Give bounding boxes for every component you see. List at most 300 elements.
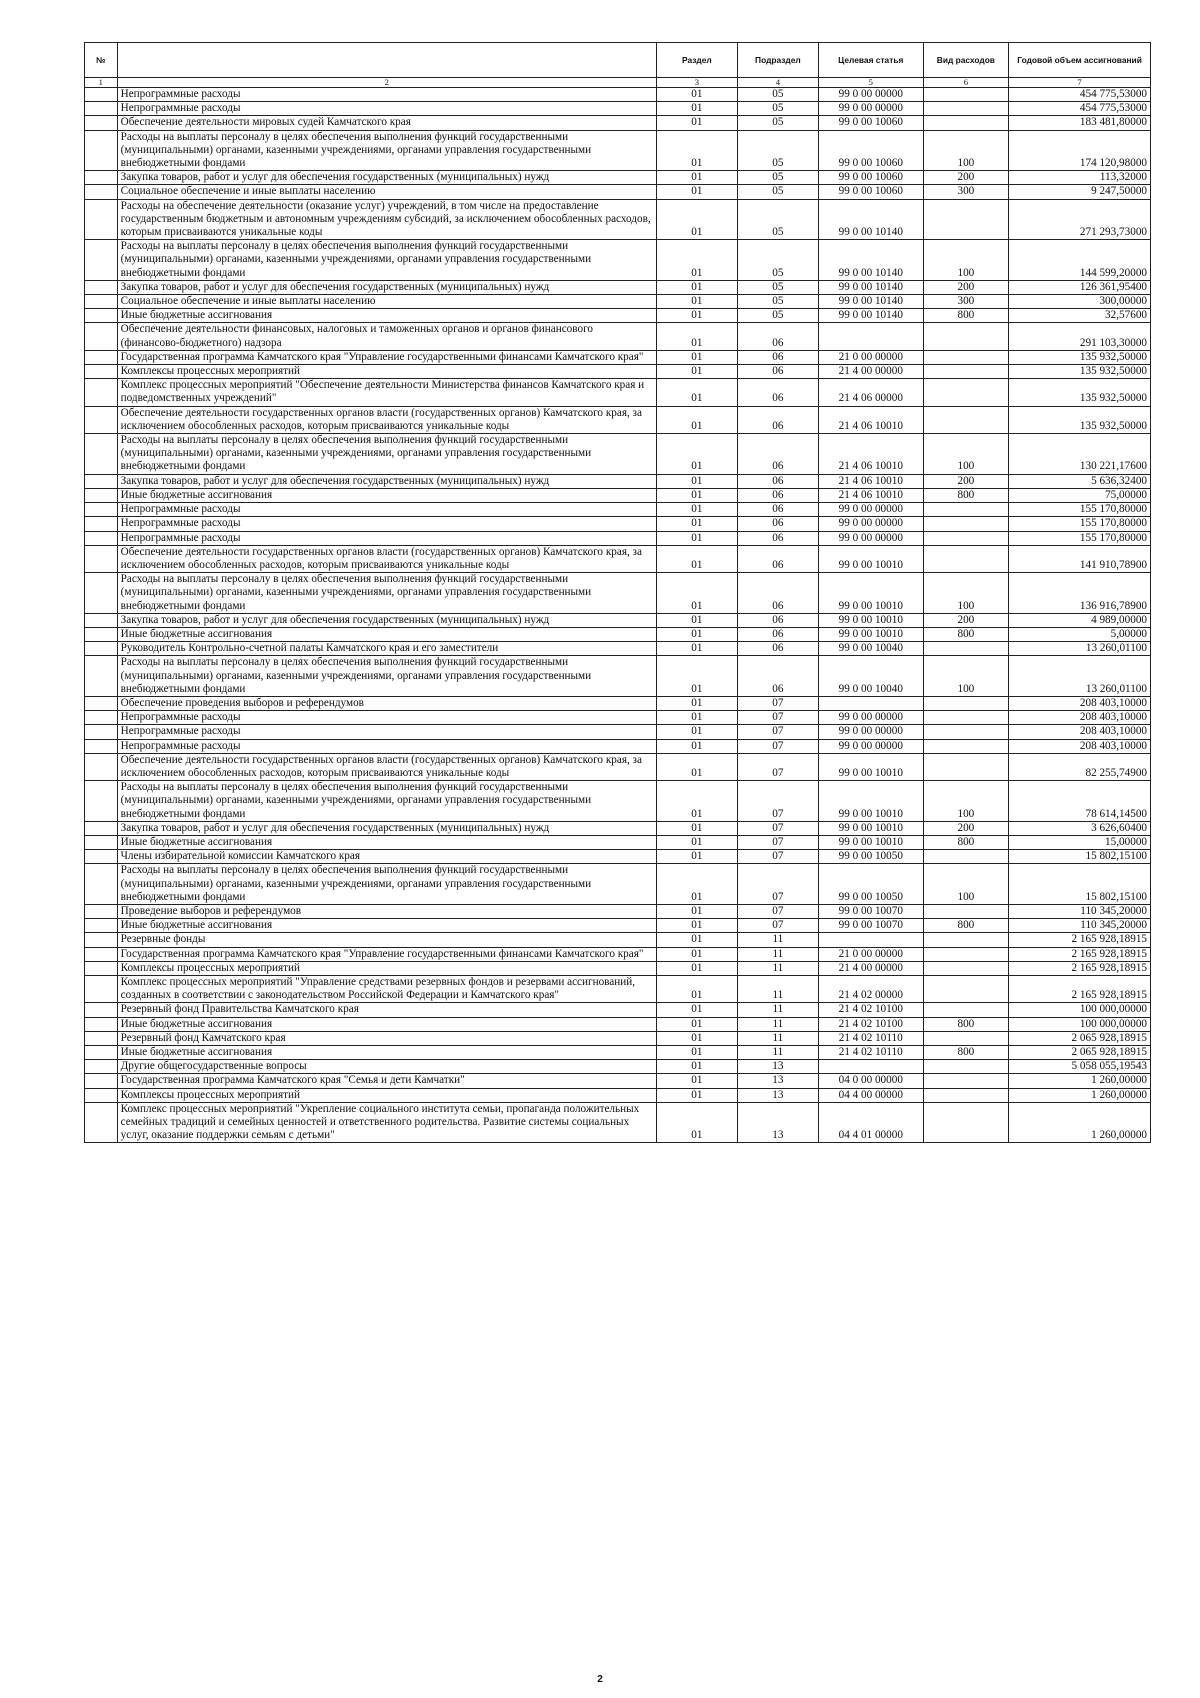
row-podrazdel: 13 (737, 1074, 818, 1088)
row-podrazdel: 05 (737, 130, 818, 171)
row-expense-type (923, 850, 1009, 864)
row-podrazdel: 05 (737, 309, 818, 323)
row-name: Обеспечение деятельности государственных органов власти (государственных органов) Камчатского края, за исключением обособленных расходов, которым присваиваются уникальные коды (117, 753, 656, 780)
page-number: 2 (597, 1674, 603, 1685)
row-podrazdel: 13 (737, 1088, 818, 1102)
table-row (85, 961, 1151, 975)
row-amount: 3 626,60400 (1009, 821, 1151, 835)
row-target-article: 99 0 00 10140 (818, 199, 923, 240)
row-target-article: 99 0 00 00000 (818, 102, 923, 116)
row-expense-type: 100 (923, 434, 1009, 475)
row-podrazdel: 07 (737, 725, 818, 739)
row-amount: 78 614,14500 (1009, 781, 1151, 822)
row-podrazdel: 05 (737, 88, 818, 102)
row-target-article: 99 0 00 00000 (818, 739, 923, 753)
row-expense-type: 800 (923, 488, 1009, 502)
row-target-article: 99 0 00 10060 (818, 171, 923, 185)
row-name: Расходы на выплаты персоналу в целях обеспечения выполнения функций государственными (муниципальными) органами, казенными учреждениями, органами управления государственными внебюджетными фондами (117, 434, 656, 475)
table-row (85, 379, 1151, 406)
row-number-cell (85, 102, 118, 116)
table-row (85, 116, 1151, 130)
row-amount: 15 802,15100 (1009, 864, 1151, 905)
row-number-cell (85, 613, 118, 627)
table-row (85, 904, 1151, 918)
row-expense-type: 800 (923, 1046, 1009, 1060)
row-number-cell (85, 1017, 118, 1031)
table-row (85, 821, 1151, 835)
row-name: Комплексы процессных мероприятий (117, 961, 656, 975)
row-amount: 300,00000 (1009, 295, 1151, 309)
row-name: Иные бюджетные ассигнования (117, 309, 656, 323)
row-expense-type: 200 (923, 821, 1009, 835)
row-podrazdel: 11 (737, 1003, 818, 1017)
row-expense-type (923, 711, 1009, 725)
row-razdel: 01 (656, 488, 737, 502)
row-number-cell (85, 406, 118, 433)
row-amount: 208 403,10000 (1009, 725, 1151, 739)
row-expense-type (923, 1031, 1009, 1045)
table-row (85, 1102, 1151, 1143)
row-razdel: 01 (656, 933, 737, 947)
row-name: Непрограммные расходы (117, 739, 656, 753)
row-target-article (818, 933, 923, 947)
row-target-article: 21 4 06 10010 (818, 434, 923, 475)
row-target-article: 99 0 00 10010 (818, 821, 923, 835)
row-number-cell (85, 116, 118, 130)
row-amount: 1 260,00000 (1009, 1102, 1151, 1143)
row-expense-type (923, 696, 1009, 710)
row-name: Руководитель Контрольно-счетной палаты Камчатского края и его заместители (117, 642, 656, 656)
row-number-cell (85, 821, 118, 835)
row-name: Государственная программа Камчатского края "Семья и дети Камчатки" (117, 1074, 656, 1088)
table-row (85, 725, 1151, 739)
row-number-cell (85, 781, 118, 822)
row-number-cell (85, 933, 118, 947)
row-razdel: 01 (656, 573, 737, 614)
row-amount: 291 103,30000 (1009, 323, 1151, 350)
row-podrazdel: 06 (737, 434, 818, 475)
column-number: 4 (737, 78, 818, 88)
row-expense-type (923, 102, 1009, 116)
table-row (85, 573, 1151, 614)
table-row (85, 642, 1151, 656)
row-number-cell (85, 199, 118, 240)
row-podrazdel: 06 (737, 573, 818, 614)
row-target-article: 99 0 00 00000 (818, 531, 923, 545)
row-target-article: 99 0 00 10060 (818, 116, 923, 130)
row-amount: 13 260,01100 (1009, 656, 1151, 697)
row-name: Закупка товаров, работ и услуг для обеспечения государственных (муниципальных) нужд (117, 280, 656, 294)
row-expense-type (923, 517, 1009, 531)
row-name: Закупка товаров, работ и услуг для обеспечения государственных (муниципальных) нужд (117, 171, 656, 185)
row-name: Иные бюджетные ассигнования (117, 1017, 656, 1031)
row-razdel: 01 (656, 739, 737, 753)
row-name: Государственная программа Камчатского края "Управление государственными финансами Камчатского края" (117, 350, 656, 364)
row-number-cell (85, 365, 118, 379)
row-podrazdel: 07 (737, 904, 818, 918)
row-expense-type (923, 1102, 1009, 1143)
row-razdel: 01 (656, 185, 737, 199)
row-name: Комплексы процессных мероприятий (117, 1088, 656, 1102)
table-row (85, 102, 1151, 116)
row-expense-type: 100 (923, 573, 1009, 614)
row-number-cell (85, 627, 118, 641)
row-number-cell (85, 976, 118, 1003)
row-podrazdel: 11 (737, 1046, 818, 1060)
row-podrazdel: 05 (737, 171, 818, 185)
row-number-cell (85, 947, 118, 961)
row-podrazdel: 06 (737, 406, 818, 433)
row-expense-type (923, 365, 1009, 379)
row-expense-type: 100 (923, 240, 1009, 281)
row-name: Непрограммные расходы (117, 88, 656, 102)
row-amount: 5 636,32400 (1009, 474, 1151, 488)
row-target-article: 21 0 00 00000 (818, 350, 923, 364)
column-number: 1 (85, 78, 118, 88)
row-target-article: 04 4 00 00000 (818, 1088, 923, 1102)
row-expense-type: 100 (923, 781, 1009, 822)
row-razdel: 01 (656, 365, 737, 379)
row-name: Расходы на обеспечение деятельности (оказание услуг) учреждений, в том числе на предоставление государственным бюджетным и автономным учреждениям субсидий, за исключением обособленных расходов, которым присваиваются уникальные коды (117, 199, 656, 240)
row-expense-type (923, 642, 1009, 656)
row-expense-type: 800 (923, 627, 1009, 641)
row-number-cell (85, 642, 118, 656)
row-target-article: 04 4 01 00000 (818, 1102, 923, 1143)
row-number-cell (85, 1074, 118, 1088)
row-target-article: 99 0 00 10010 (818, 835, 923, 849)
table-row (85, 696, 1151, 710)
row-expense-type (923, 406, 1009, 433)
row-podrazdel: 07 (737, 696, 818, 710)
row-expense-type: 300 (923, 295, 1009, 309)
row-amount: 1 260,00000 (1009, 1074, 1151, 1088)
row-expense-type (923, 116, 1009, 130)
table-row (85, 864, 1151, 905)
row-name: Обеспечение проведения выборов и референдумов (117, 696, 656, 710)
row-number-cell (85, 88, 118, 102)
column-number: 5 (818, 78, 923, 88)
row-target-article: 99 0 00 10050 (818, 850, 923, 864)
row-number-cell (85, 379, 118, 406)
row-name: Расходы на выплаты персоналу в целях обеспечения выполнения функций государственными (муниципальными) органами, казенными учреждениями, органами управления государственными внебюджетными фондами (117, 656, 656, 697)
table-row (85, 295, 1151, 309)
row-podrazdel: 11 (737, 1017, 818, 1031)
row-razdel: 01 (656, 379, 737, 406)
row-razdel: 01 (656, 116, 737, 130)
table-row (85, 1074, 1151, 1088)
row-amount: 271 293,73000 (1009, 199, 1151, 240)
row-target-article: 21 4 06 00000 (818, 379, 923, 406)
table-row (85, 199, 1151, 240)
table-row (85, 185, 1151, 199)
row-razdel: 01 (656, 864, 737, 905)
row-target-article: 99 0 00 10060 (818, 185, 923, 199)
row-name: Социальное обеспечение и иные выплаты населению (117, 295, 656, 309)
row-expense-type: 100 (923, 130, 1009, 171)
row-number-cell (85, 711, 118, 725)
row-podrazdel: 07 (737, 781, 818, 822)
row-podrazdel: 07 (737, 821, 818, 835)
row-podrazdel: 11 (737, 1031, 818, 1045)
row-number-cell (85, 850, 118, 864)
row-razdel: 01 (656, 503, 737, 517)
row-expense-type: 100 (923, 864, 1009, 905)
row-amount: 113,32000 (1009, 171, 1151, 185)
row-podrazdel: 06 (737, 379, 818, 406)
row-amount: 454 775,53000 (1009, 102, 1151, 116)
table-row (85, 309, 1151, 323)
row-target-article: 21 4 02 10100 (818, 1017, 923, 1031)
column-number-row (85, 78, 1151, 88)
row-name: Резервный фонд Правительства Камчатского края (117, 1003, 656, 1017)
row-expense-type: 200 (923, 280, 1009, 294)
row-number-cell (85, 753, 118, 780)
table-row (85, 1017, 1151, 1031)
row-number-cell (85, 725, 118, 739)
row-number-cell (85, 919, 118, 933)
row-razdel: 01 (656, 613, 737, 627)
row-number-cell (85, 295, 118, 309)
row-name: Расходы на выплаты персоналу в целях обеспечения выполнения функций государственными (муниципальными) органами, казенными учреждениями, органами управления государственными внебюджетными фондами (117, 864, 656, 905)
row-name: Расходы на выплаты персоналу в целях обеспечения выполнения функций государственными (муниципальными) органами, казенными учреждениями, органами управления государственными внебюджетными фондами (117, 240, 656, 281)
table-row (85, 406, 1151, 433)
row-number-cell (85, 350, 118, 364)
table-row (85, 130, 1151, 171)
row-razdel: 01 (656, 350, 737, 364)
row-name: Другие общегосударственные вопросы (117, 1060, 656, 1074)
row-target-article (818, 696, 923, 710)
row-name: Иные бюджетные ассигнования (117, 919, 656, 933)
table-row (85, 1003, 1151, 1017)
row-expense-type (923, 933, 1009, 947)
row-target-article: 99 0 00 10140 (818, 240, 923, 281)
row-podrazdel: 05 (737, 102, 818, 116)
row-target-article: 21 4 00 00000 (818, 365, 923, 379)
row-target-article: 99 0 00 10050 (818, 864, 923, 905)
row-amount: 5,00000 (1009, 627, 1151, 641)
row-amount: 4 989,00000 (1009, 613, 1151, 627)
row-amount: 135 932,50000 (1009, 379, 1151, 406)
row-name: Комплекс процессных мероприятий "Управление средствами резервных фондов и резервами ассигнований, созданных в соответствии с законодательством Российской Федерации и Камчатского края" (117, 976, 656, 1003)
row-name: Резервные фонды (117, 933, 656, 947)
row-podrazdel: 05 (737, 295, 818, 309)
row-razdel: 01 (656, 102, 737, 116)
row-number-cell (85, 1060, 118, 1074)
row-razdel: 01 (656, 711, 737, 725)
row-target-article (818, 323, 923, 350)
table-row (85, 280, 1151, 294)
row-podrazdel: 06 (737, 545, 818, 572)
row-podrazdel: 11 (737, 976, 818, 1003)
row-expense-type (923, 1074, 1009, 1088)
row-amount: 155 170,80000 (1009, 517, 1151, 531)
row-podrazdel: 07 (737, 919, 818, 933)
row-number-cell (85, 835, 118, 849)
table-row (85, 365, 1151, 379)
row-amount: 100 000,00000 (1009, 1017, 1151, 1031)
table-body (85, 88, 1151, 1143)
row-razdel: 01 (656, 904, 737, 918)
row-amount: 135 932,50000 (1009, 406, 1151, 433)
table-row (85, 976, 1151, 1003)
row-target-article: 99 0 00 10070 (818, 919, 923, 933)
row-target-article: 99 0 00 10010 (818, 781, 923, 822)
row-target-article: 21 4 02 10100 (818, 1003, 923, 1017)
row-amount: 126 361,95400 (1009, 280, 1151, 294)
row-amount: 32,57600 (1009, 309, 1151, 323)
row-amount: 136 916,78900 (1009, 573, 1151, 614)
row-amount: 155 170,80000 (1009, 503, 1151, 517)
row-target-article: 04 0 00 00000 (818, 1074, 923, 1088)
row-number-cell (85, 517, 118, 531)
row-podrazdel: 07 (737, 864, 818, 905)
header-annual-volume: Годовой объем ассигнований (1009, 43, 1151, 78)
row-podrazdel: 06 (737, 627, 818, 641)
row-target-article: 99 0 00 10140 (818, 295, 923, 309)
row-number-cell (85, 309, 118, 323)
row-name: Обеспечение деятельности мировых судей Камчатского края (117, 116, 656, 130)
row-expense-type: 200 (923, 474, 1009, 488)
row-name: Проведение выборов и референдумов (117, 904, 656, 918)
row-expense-type: 200 (923, 171, 1009, 185)
row-amount: 208 403,10000 (1009, 739, 1151, 753)
table-row (85, 739, 1151, 753)
row-name: Непрограммные расходы (117, 711, 656, 725)
row-razdel: 01 (656, 517, 737, 531)
row-podrazdel: 11 (737, 961, 818, 975)
table-row (85, 656, 1151, 697)
row-expense-type (923, 904, 1009, 918)
table-row (85, 240, 1151, 281)
row-number-cell (85, 531, 118, 545)
row-expense-type (923, 976, 1009, 1003)
table-row (85, 919, 1151, 933)
row-razdel: 01 (656, 474, 737, 488)
row-expense-type: 300 (923, 185, 1009, 199)
budget-document (84, 42, 1151, 1143)
row-name: Непрограммные расходы (117, 531, 656, 545)
row-number-cell (85, 474, 118, 488)
row-number-cell (85, 545, 118, 572)
header-target-article: Целевая статья (818, 43, 923, 78)
row-razdel: 01 (656, 696, 737, 710)
row-amount: 208 403,10000 (1009, 711, 1151, 725)
row-expense-type (923, 545, 1009, 572)
table-header-row (85, 43, 1151, 78)
row-razdel: 01 (656, 531, 737, 545)
row-target-article: 21 4 06 10010 (818, 488, 923, 502)
row-razdel: 01 (656, 1003, 737, 1017)
row-number-cell (85, 171, 118, 185)
row-expense-type (923, 1060, 1009, 1074)
row-target-article: 99 0 00 10140 (818, 309, 923, 323)
row-amount: 2 165 928,18915 (1009, 933, 1151, 947)
row-expense-type (923, 323, 1009, 350)
table-row (85, 1031, 1151, 1045)
row-razdel: 01 (656, 240, 737, 281)
row-target-article: 99 0 00 10070 (818, 904, 923, 918)
row-name: Резервный фонд Камчатского края (117, 1031, 656, 1045)
row-podrazdel: 05 (737, 280, 818, 294)
row-number-cell (85, 323, 118, 350)
row-razdel: 01 (656, 961, 737, 975)
row-number-cell (85, 573, 118, 614)
row-target-article: 99 0 00 10010 (818, 573, 923, 614)
row-target-article (818, 1060, 923, 1074)
row-name: Иные бюджетные ассигнования (117, 1046, 656, 1060)
row-name: Расходы на выплаты персоналу в целях обеспечения выполнения функций государственными (муниципальными) органами, казенными учреждениями, органами управления государственными внебюджетными фондами (117, 781, 656, 822)
row-expense-type (923, 350, 1009, 364)
row-podrazdel: 06 (737, 323, 818, 350)
row-razdel: 01 (656, 1060, 737, 1074)
row-razdel: 01 (656, 1017, 737, 1031)
row-razdel: 01 (656, 835, 737, 849)
row-razdel: 01 (656, 1102, 737, 1143)
column-number: 3 (656, 78, 737, 88)
row-name: Расходы на выплаты персоналу в целях обеспечения выполнения функций государственными (муниципальными) органами, казенными учреждениями, органами управления государственными внебюджетными фондами (117, 573, 656, 614)
row-number-cell (85, 503, 118, 517)
row-number-cell (85, 488, 118, 502)
row-podrazdel: 13 (737, 1102, 818, 1143)
row-name: Иные бюджетные ассигнования (117, 627, 656, 641)
row-name: Непрограммные расходы (117, 102, 656, 116)
row-razdel: 01 (656, 1074, 737, 1088)
row-name: Обеспечение деятельности государственных органов власти (государственных органов) Камчатского края, за исключением обособленных расходов, которым присваиваются уникальные коды (117, 406, 656, 433)
row-razdel: 01 (656, 1031, 737, 1045)
row-number-cell (85, 864, 118, 905)
row-amount: 155 170,80000 (1009, 531, 1151, 545)
header-podrazdel: Подраздел (737, 43, 818, 78)
row-amount: 183 481,80000 (1009, 116, 1151, 130)
row-name: Обеспечение деятельности финансовых, налоговых и таможенных органов и органов финансового (финансово-бюджетного) надзора (117, 323, 656, 350)
row-target-article: 99 0 00 00000 (818, 517, 923, 531)
row-name: Закупка товаров, работ и услуг для обеспечения государственных (муниципальных) нужд (117, 474, 656, 488)
row-expense-type (923, 199, 1009, 240)
row-amount: 110 345,20000 (1009, 919, 1151, 933)
row-razdel: 01 (656, 309, 737, 323)
row-expense-type (923, 1088, 1009, 1102)
row-number-cell (85, 961, 118, 975)
row-razdel: 01 (656, 434, 737, 475)
row-name: Комплекс процессных мероприятий "Укрепление социального института семьи, пропаганда положительных семейных традиций и семейных ценностей и ответственного родительства. Развитие системы социальных услуг, оказание поддержки семьям с детьми" (117, 1102, 656, 1143)
row-podrazdel: 07 (737, 711, 818, 725)
table-row (85, 545, 1151, 572)
table-row (85, 474, 1151, 488)
table-row (85, 850, 1151, 864)
row-amount: 1 260,00000 (1009, 1088, 1151, 1102)
row-amount: 2 165 928,18915 (1009, 961, 1151, 975)
row-target-article: 21 4 06 10010 (818, 406, 923, 433)
row-razdel: 01 (656, 976, 737, 1003)
row-amount: 2 165 928,18915 (1009, 976, 1151, 1003)
row-expense-type (923, 753, 1009, 780)
row-target-article: 99 0 00 10010 (818, 613, 923, 627)
row-podrazdel: 06 (737, 503, 818, 517)
row-razdel: 01 (656, 199, 737, 240)
row-razdel: 01 (656, 130, 737, 171)
row-amount: 135 932,50000 (1009, 350, 1151, 364)
row-razdel: 01 (656, 850, 737, 864)
row-amount: 141 910,78900 (1009, 545, 1151, 572)
row-podrazdel: 11 (737, 933, 818, 947)
table-row (85, 503, 1151, 517)
table-row (85, 613, 1151, 627)
table-row (85, 488, 1151, 502)
row-name: Обеспечение деятельности государственных органов власти (государственных органов) Камчатского края, за исключением обособленных расходов, которым присваиваются уникальные коды (117, 545, 656, 572)
row-expense-type (923, 503, 1009, 517)
row-number-cell (85, 904, 118, 918)
row-podrazdel: 07 (737, 739, 818, 753)
